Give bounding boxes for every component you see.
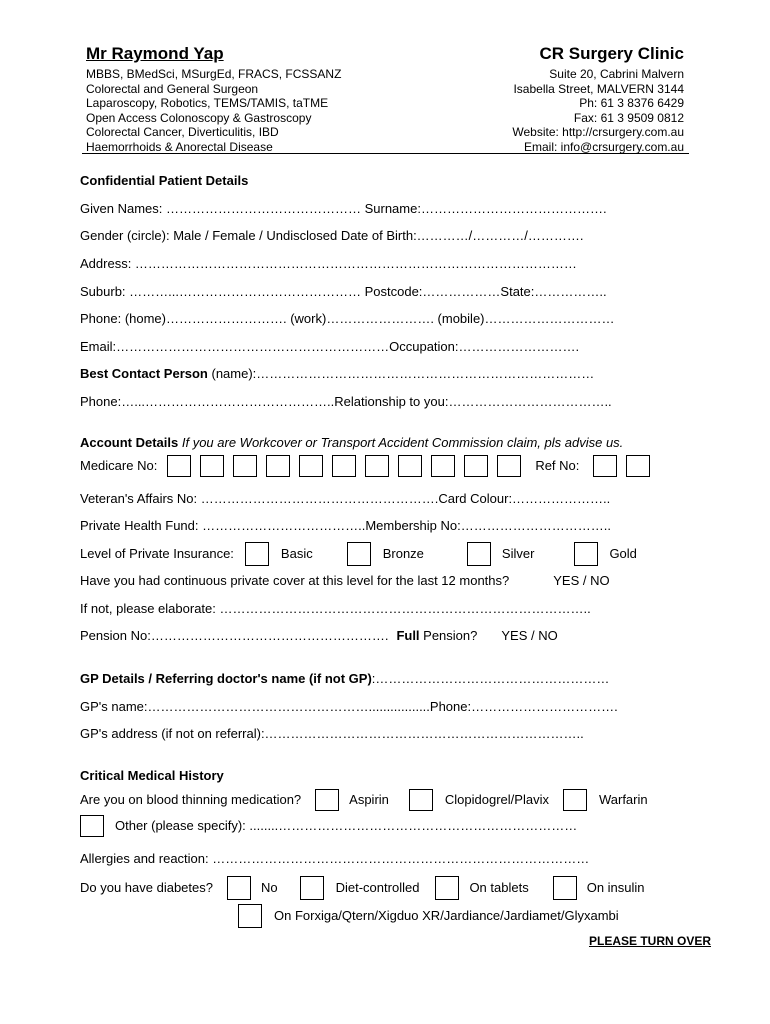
elaborate-field[interactable]: If not, please elaborate: ………………………………………………………………………….. (80, 601, 591, 616)
address-field[interactable]: Address: ………………………………………………………………………………………… (80, 256, 577, 271)
account-note: If you are Workcover or Transport Accident Commission claim, pls advise us. (178, 435, 624, 450)
section-title-account (80, 435, 623, 451)
diabetes-row (80, 875, 645, 900)
medicare-digit-box[interactable] (233, 455, 257, 477)
header-divider (82, 153, 689, 154)
turn-over-note: PLEASE TURN OVER (588, 934, 711, 948)
diabetes-no-label: No (260, 879, 278, 895)
silver-checkbox[interactable] (467, 542, 491, 566)
continuous-cover-row (80, 573, 610, 589)
doctor-name: Mr Raymond Yap (86, 44, 224, 63)
suburb-field[interactable]: Suburb: ………...…………………………………… Postcode:………………State:…………….. (80, 284, 607, 299)
forxiga-checkbox[interactable] (238, 904, 262, 928)
clopidogrel-label: Clopidogrel/Plavix (444, 791, 549, 807)
medicare-digit-box[interactable] (497, 455, 521, 477)
given-names-field[interactable]: Given Names: ……………………………………… Surname:……………………………………. (80, 201, 607, 216)
blood-thinning-row (80, 787, 648, 812)
basic-checkbox[interactable] (245, 542, 269, 566)
diet-controlled-label: Diet-controlled (335, 879, 420, 895)
section-title-gp[interactable] (80, 671, 609, 687)
medicare-digit-box[interactable] (167, 455, 191, 477)
pension-question: Pension? (419, 628, 478, 643)
forxiga-label: On Forxiga/Qtern/Xigduo XR/Jardiance/Jardiamet/Glyxambi (274, 907, 619, 923)
other-medication-row (80, 814, 577, 837)
ref-digit-box[interactable] (593, 455, 617, 477)
bronze-checkbox[interactable] (347, 542, 371, 566)
on-insulin-checkbox[interactable] (553, 876, 577, 900)
basic-label: Basic (280, 545, 313, 561)
on-tablets-label: On tablets (469, 879, 529, 895)
medicare-digit-box[interactable] (431, 455, 455, 477)
pension-number-field[interactable]: Pension No:………………………………………………. (80, 628, 389, 643)
other-medication-field[interactable]: Other (please specify): ........…………………………………………………………… (115, 817, 578, 833)
private-fund-field[interactable]: Private Health Fund: ………………………………..Membership No:…………………………….. (80, 518, 611, 533)
medicare-digit-box[interactable] (200, 455, 224, 477)
referring-doctor-line: :……………………………………………… (371, 671, 610, 686)
medicare-digit-box[interactable] (464, 455, 488, 477)
section-title-patient: Confidential Patient Details (80, 173, 249, 188)
doctor-line: MBBS, BMedSci, MSurgEd, FRACS, FCSSANZ (86, 67, 342, 81)
warfarin-label: Warfarin (598, 791, 648, 807)
medicare-digit-box[interactable] (266, 455, 290, 477)
continuous-cover-question: Have you had continuous private cover at this level for the last 12 months? (80, 573, 510, 588)
gold-checkbox[interactable] (574, 542, 598, 566)
gp-name-field[interactable]: GP's name:…………………………………………….................Phone:……………………………. (80, 699, 618, 714)
warfarin-checkbox[interactable] (563, 789, 587, 811)
veterans-field[interactable]: Veteran's Affairs No: ……………………………………………….Card Colour:………………….. (80, 491, 611, 506)
allergies-field[interactable]: Allergies and reaction: …………………………………………………………………………… (80, 851, 590, 866)
gp-address-field[interactable]: GP's address (if not on referral):……………………………………………………………….. (80, 726, 584, 741)
doctor-line: Colorectal Cancer, Diverticulitis, IBD (86, 125, 279, 140)
email-field[interactable]: Email:………………………………………………………Occupation:………………………. (80, 339, 580, 354)
bronze-label: Bronze (382, 545, 424, 561)
doctor-line: Laparoscopy, Robotics, TEMS/TAMIS, taTME (86, 96, 329, 111)
gender-dob-field[interactable]: Gender (circle): Male / Female / Undisclosed Date of Birth:…………/…………/…………. (80, 228, 584, 243)
silver-label: Silver (501, 545, 535, 561)
other-medication-checkbox[interactable] (80, 815, 104, 837)
medicare-row (80, 454, 659, 477)
doctor-line: Colorectal and General Surgeon (86, 81, 259, 96)
blood-thinning-question: Are you on blood thinning medication? (80, 791, 302, 807)
account-title: Account Details (80, 435, 179, 450)
clinic-block (512, 44, 684, 155)
on-tablets-checkbox[interactable] (435, 876, 459, 900)
aspirin-checkbox[interactable] (315, 789, 339, 811)
clinic-line: Suite 20, Cabrini Malvern (549, 67, 684, 81)
diet-controlled-checkbox[interactable] (300, 876, 324, 900)
clinic-website[interactable]: Website: http://crsurgery.com.au (512, 125, 684, 140)
medicare-digit-box[interactable] (299, 455, 323, 477)
best-contact-line: (name):…………………………………………………………………… (207, 366, 595, 381)
best-contact-field[interactable] (80, 366, 594, 382)
best-contact-label: Best Contact Person (80, 366, 208, 381)
contact-phone-field[interactable]: Phone:…...……………………………………..Relationship to you:……………………………….. (80, 394, 612, 409)
pension-answer[interactable]: YES / NO (501, 628, 558, 643)
clinic-line: Ph: 61 3 8376 6429 (579, 96, 684, 111)
clinic-email[interactable]: Email: info@crsurgery.com.au (523, 139, 684, 154)
section-title-medical: Critical Medical History (80, 768, 224, 783)
clinic-name: CR Surgery Clinic (539, 44, 684, 63)
doctor-block (86, 44, 341, 155)
pension-row (80, 628, 558, 644)
medicare-digit-box[interactable] (332, 455, 356, 477)
ref-label: Ref No: (535, 457, 580, 473)
clopidogrel-checkbox[interactable] (409, 789, 433, 811)
medicare-digit-box[interactable] (365, 455, 389, 477)
clinic-line: Fax: 61 3 9509 0812 (573, 110, 684, 125)
diabetes-no-checkbox[interactable] (227, 876, 251, 900)
doctor-line: Haemorrhoids & Anorectal Disease (86, 139, 273, 154)
medicare-label: Medicare No: (80, 457, 158, 473)
on-insulin-label: On insulin (586, 879, 645, 895)
continuous-cover-answer[interactable]: YES / NO (553, 573, 610, 588)
diabetes-extra-row (238, 903, 619, 928)
full-label: Full (396, 628, 420, 643)
medicare-digit-box[interactable] (398, 455, 422, 477)
insurance-level-label: Level of Private Insurance: (80, 545, 234, 561)
diabetes-question: Do you have diabetes? (80, 879, 213, 895)
ref-digit-box[interactable] (626, 455, 650, 477)
phone-field[interactable]: Phone: (home)………………………. (work)……………………. (mobile)………………………… (80, 311, 615, 326)
insurance-level-row (80, 541, 637, 566)
aspirin-label: Aspirin (349, 791, 389, 807)
doctor-line: Open Access Colonoscopy & Gastroscopy (86, 110, 312, 125)
clinic-line: Isabella Street, MALVERN 3144 (513, 81, 684, 96)
gp-title: GP Details / Referring doctor's name (if not GP) (80, 671, 372, 686)
gold-label: Gold (609, 545, 637, 561)
